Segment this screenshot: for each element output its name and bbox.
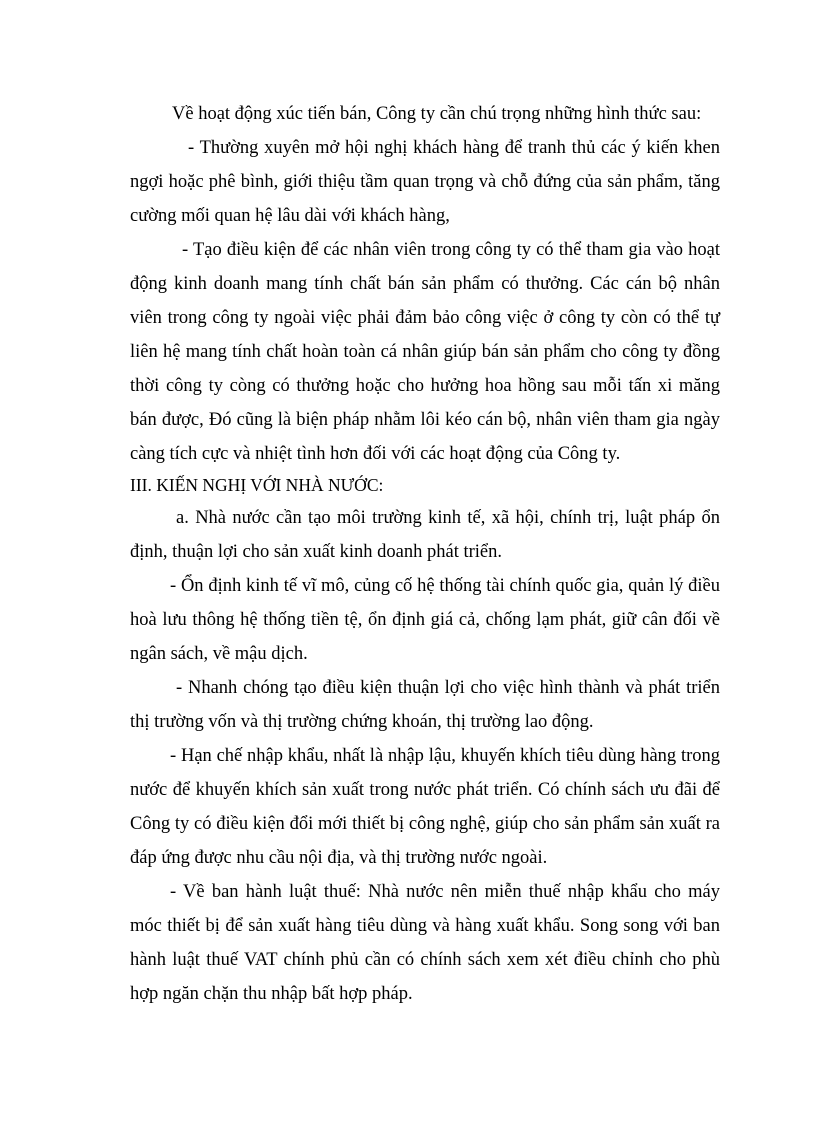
document-body — [130, 97, 720, 1011]
promotion-bullet-staff-sales: - Tạo điều kiện để các nhân viên trong công ty có thể tham gia vào hoạt động kinh doanh mang tính chất bán sản phẩm có thưởng. Các cán bộ nhân viên trong công ty ngoài việc phải đảm bảo công việc ở công ty còn có thể tự liên hệ mang tính chất hoàn toàn cá nhân giúp bán sản phẩm cho công ty đồng thời công ty còng có thưởng hoặc cho hưởng hoa hồng sau mỗi tấn xi măng bán được, Đó cũng là biện pháp nhằm lôi kéo cán bộ, nhân viên tham gia ngày càng tích cực và nhiệt tình hơn đối với các hoạt động của Công ty. — [130, 240, 720, 464]
promotion-bullet-customer-conference: - Thường xuyên mở hội nghị khách hàng để tranh thủ các ý kiến khen ngợi hoặc phê bình, giới thiệu tầm quan trọng và chỗ đứng của sản phẩm, tăng cường mối quan hệ lâu dài với khách hàng, — [130, 138, 720, 226]
recommendation-environment: a. Nhà nước cần tạo môi trường kinh tế, xã hội, chính trị, luật pháp ổn định, thuận lợi cho sản xuất kinh doanh phát triển. — [130, 508, 720, 562]
intro-paragraph: Về hoạt động xúc tiến bán, Công ty cần chú trọng những hình thức sau: — [172, 104, 702, 124]
recommendation-tax-law: - Về ban hành luật thuế: Nhà nước nên miễn thuế nhập khẩu cho máy móc thiết bị để sản xuất hàng tiêu dùng và hàng xuất khẩu. Song song với ban hành luật thuế VAT chính phủ cần có chính sách xem xét điều chỉnh cho phù hợp ngăn chặn thu nhập bất hợp pháp. — [130, 882, 720, 1004]
recommendation-capital-market: - Nhanh chóng tạo điều kiện thuận lợi cho việc hình thành và phát triển thị trường vốn và thị trường chứng khoán, thị trường lao động. — [130, 678, 720, 732]
section-heading: III. KIẾN NGHỊ VỚI NHÀ NƯỚC: — [130, 475, 384, 495]
recommendation-macro-stability: - Ổn định kinh tế vĩ mô, củng cố hệ thống tài chính quốc gia, quản lý điều hoà lưu thông hệ thống tiền tệ, ổn định giá cả, chống lạm phát, giữ cân đối về ngân sách, về mậu dịch. — [130, 576, 720, 664]
recommendation-import-limits: - Hạn chế nhập khẩu, nhất là nhập lậu, khuyến khích tiêu dùng hàng trong nước để khuyến khích sản xuất trong nước phát triển. Có chính sách ưu đãi để Công ty có điều kiện đổi mới thiết bị công nghệ, giúp cho sản phẩm sản xuất ra đáp ứng được nhu cầu nội địa, và thị trường nước ngoài. — [130, 746, 720, 868]
